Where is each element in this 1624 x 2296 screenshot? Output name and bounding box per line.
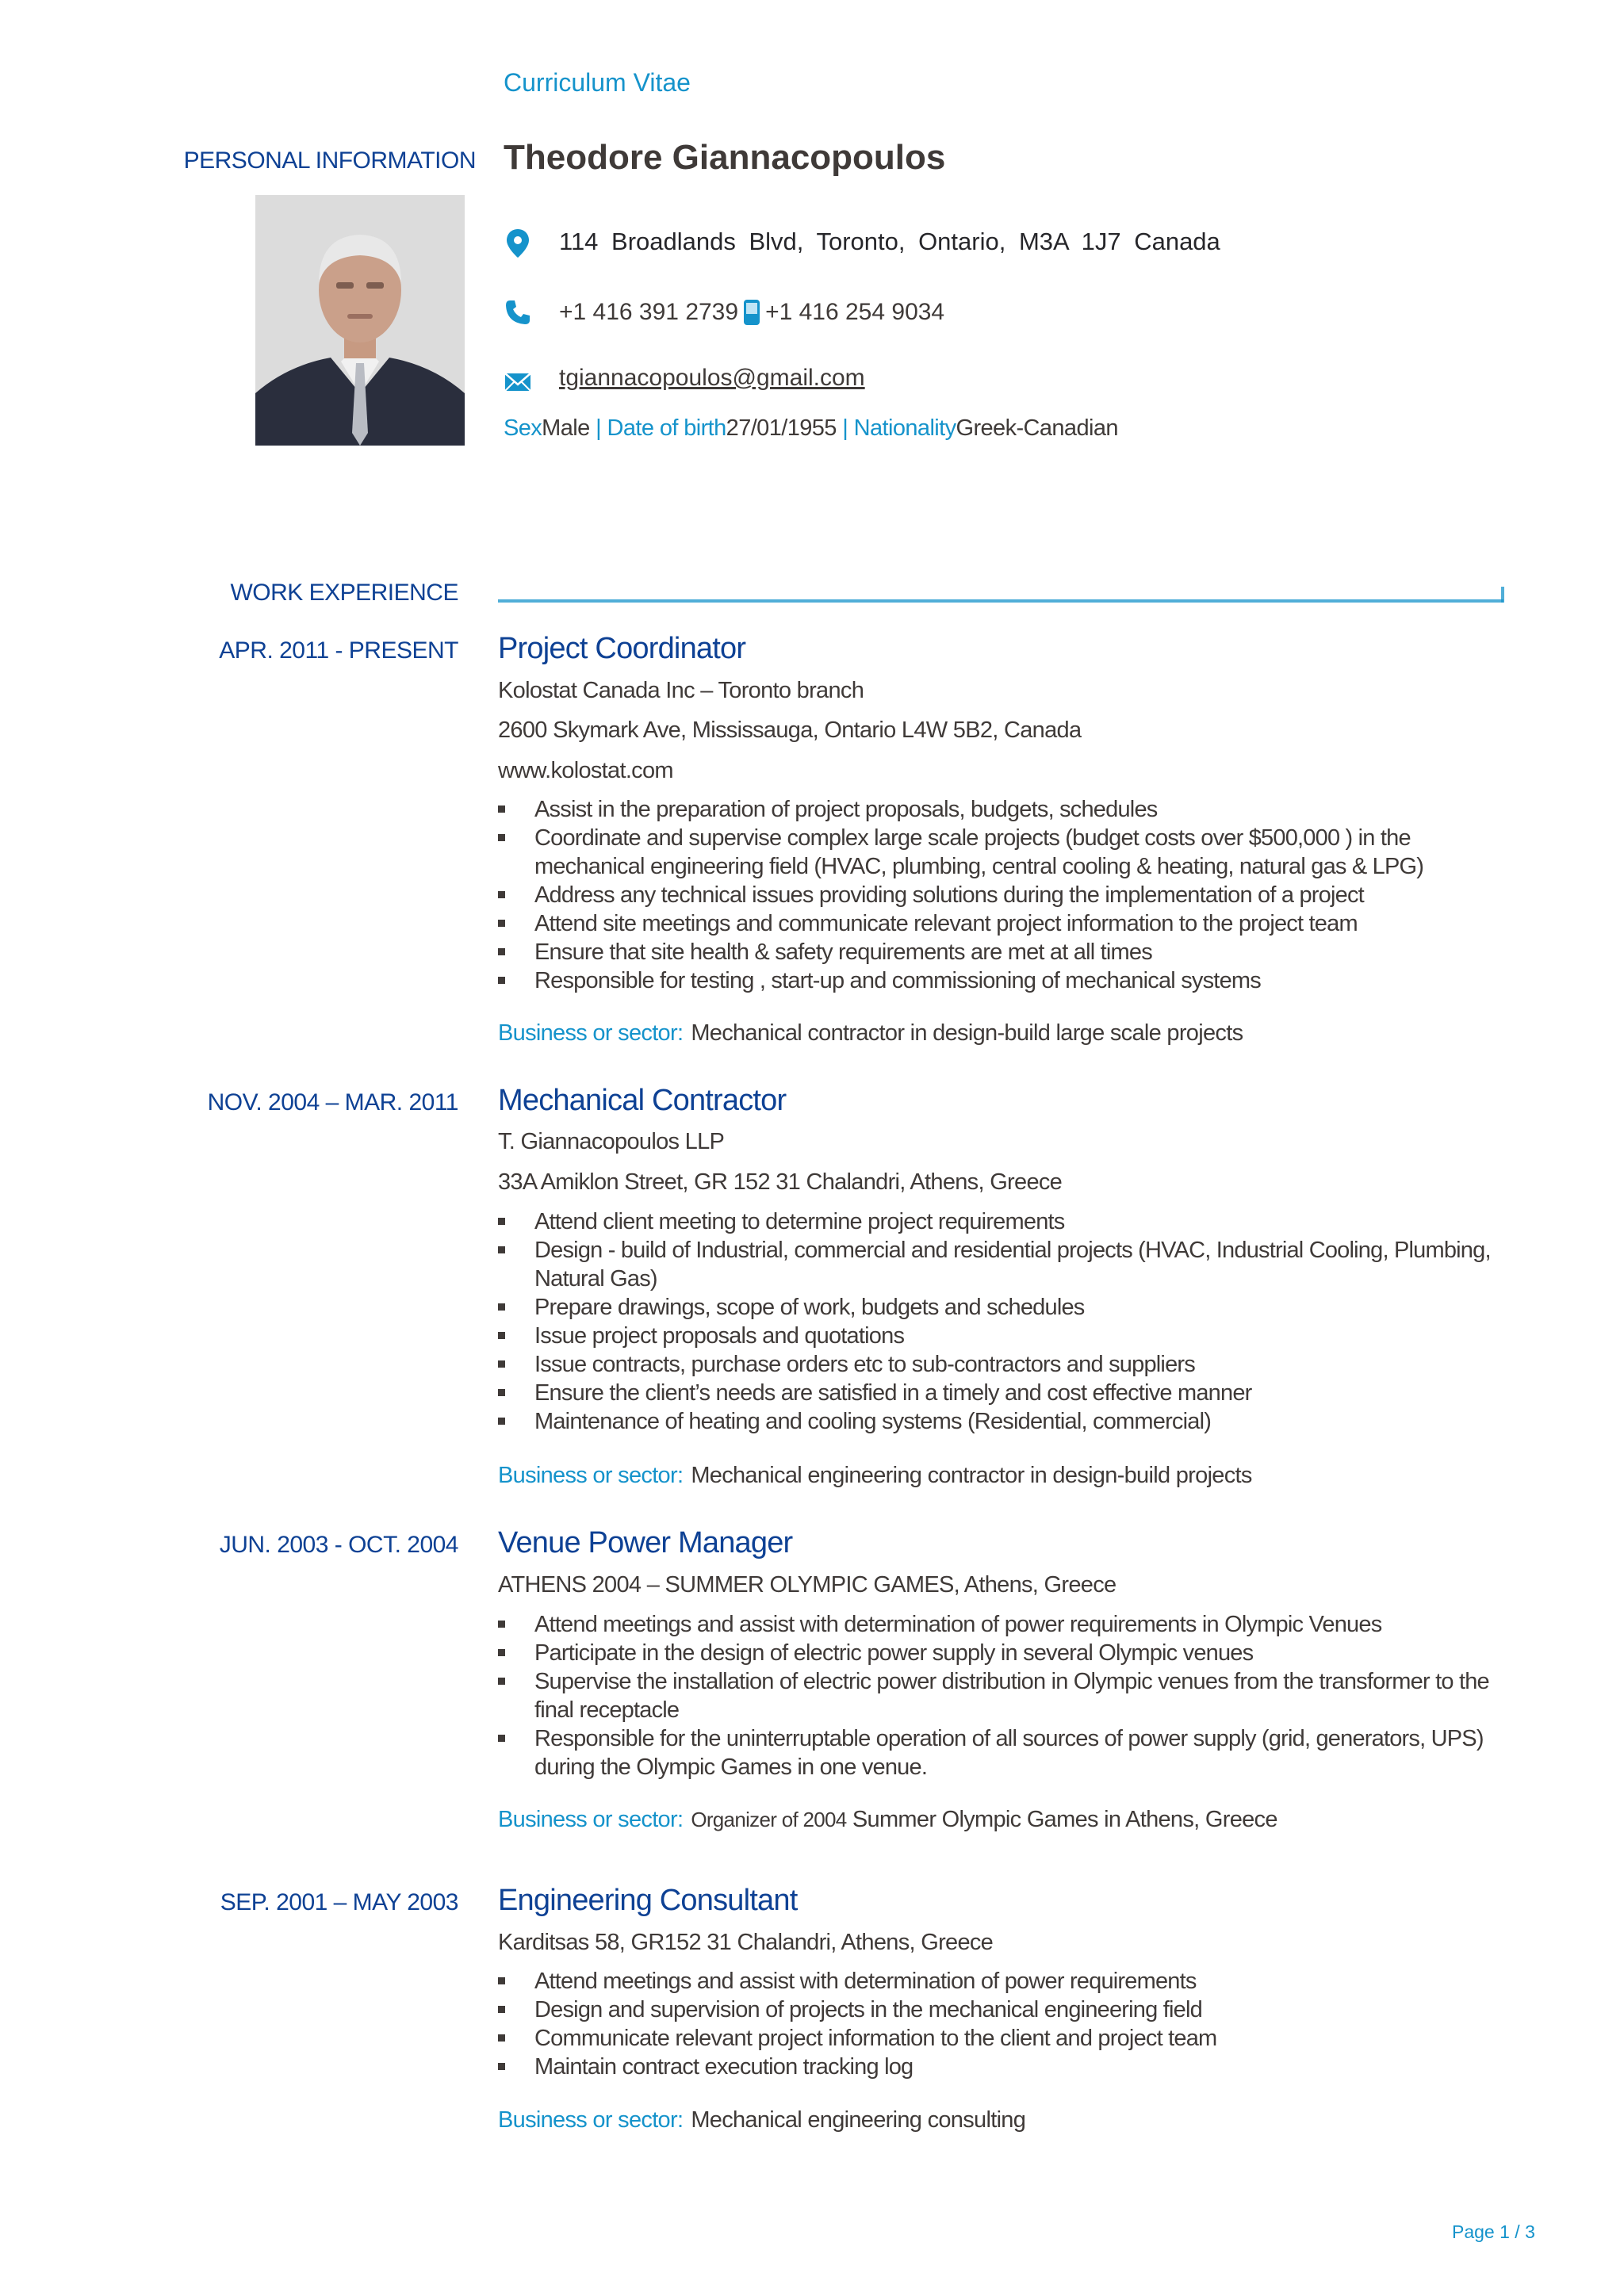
job-duties [498, 1207, 1505, 1436]
list-item: Responsible for testing , start-up and commissioning of mechanical systems [498, 966, 1505, 995]
business-sector [498, 2107, 1025, 2133]
employer-name: ATHENS 2004 – SUMMER OLYMPIC GAMES, Athens, Greece [498, 1572, 1116, 1598]
email-link[interactable]: tgiannacopoulos@gmail.com [559, 365, 865, 391]
sector-value: Mechanical contractor in design-build large scale projects [691, 1020, 1243, 1046]
sector-label: Business or sector: [498, 1463, 684, 1488]
list-item: Communicate relevant project information to the client and project team [498, 2024, 1505, 2053]
list-item: Supervise the installation of electric power distribution in Olympic venues from the transformer to the final receptacle [498, 1667, 1505, 1724]
sector-value: Mechanical engineering consulting [691, 2107, 1026, 2133]
employer-name: Karditsas 58, GR152 31 Chalandri, Athens, Greece [498, 1930, 994, 1955]
sector-value: Summer Olympic Games in Athens, Greece [852, 1807, 1277, 1832]
mobile-number[interactable]: +1 416 254 9034 [765, 299, 945, 325]
list-item: Issue project proposals and quotations [498, 1322, 1505, 1350]
list-item: Ensure that site health & safety requirements are met at all times [498, 938, 1505, 966]
person-name: Theodore Giannacopoulos [504, 138, 946, 177]
dob-value: 27/01/1955 [726, 415, 837, 441]
address-row [504, 228, 1220, 256]
job-dates: APR. 2011 - PRESENT [219, 637, 458, 664]
list-item: Address any technical issues providing solutions during the implementation of a project [498, 881, 1505, 909]
employer-website[interactable]: www.kolostat.com [498, 758, 673, 783]
job-title: Engineering Consultant [498, 1884, 798, 1917]
nationality-value: Greek-Canadian [956, 415, 1118, 441]
page-number: Page 1 / 3 [1452, 2221, 1535, 2242]
list-item: Ensure the client’s needs are satisfied in a timely and cost effective manner [498, 1379, 1505, 1407]
list-item: Maintain contract execution tracking log [498, 2053, 1505, 2081]
list-item: Design - build of Industrial, commercial and residential projects (HVAC, Industrial Cooling, Plumbing, Natural Gas) [498, 1236, 1505, 1293]
phone-icon [504, 298, 532, 327]
job-duties [498, 1610, 1505, 1781]
list-item: Assist in the preparation of project proposals, budgets, schedules [498, 795, 1505, 824]
job-duties [498, 795, 1505, 995]
work-experience-label: WORK EXPERIENCE [230, 580, 458, 606]
business-sector [498, 1463, 1252, 1489]
sector-label: Business or sector: [498, 1807, 684, 1832]
personal-meta-row [504, 415, 1118, 442]
employer-name: Kolostat Canada Inc – Toronto branch [498, 678, 864, 703]
section-divider [498, 599, 1503, 603]
list-item: Responsible for the uninterruptable operation of all sources of power supply (grid, generators, UPS) during the Olympic Games in one venue. [498, 1724, 1505, 1781]
email-row [504, 364, 865, 392]
list-item: Attend meetings and assist with determination of power requirements in Olympic Venues [498, 1610, 1505, 1639]
business-sector [498, 1020, 1243, 1047]
employer-address: 2600 Skymark Ave, Mississauga, Ontario L4W 5B2, Canada [498, 718, 1082, 743]
sector-label: Business or sector: [498, 1020, 684, 1046]
list-item: Prepare drawings, scope of work, budgets and schedules [498, 1293, 1505, 1322]
nationality-label: | Nationality [842, 415, 956, 441]
job-dates: JUN. 2003 - OCT. 2004 [219, 1532, 458, 1558]
envelope-icon [504, 364, 532, 392]
job-dates: SEP. 2001 – MAY 2003 [220, 1889, 458, 1915]
job-title: Project Coordinator [498, 632, 746, 665]
list-item: Issue contracts, purchase orders etc to sub-contractors and suppliers [498, 1350, 1505, 1379]
address-text: 114 Broadlands Blvd, Toronto, Ontario, M3A 1J7 Canada [559, 228, 1220, 255]
personal-info-label: PERSONAL INFORMATION [183, 147, 476, 174]
cv-title: Curriculum Vitae [504, 68, 691, 97]
sector-value: Mechanical engineering contractor in design-build projects [691, 1463, 1252, 1488]
mobile-phone-icon [741, 298, 762, 327]
dob-label: | Date of birth [596, 415, 726, 441]
job-title: Venue Power Manager [498, 1526, 793, 1559]
job-title: Mechanical Contractor [498, 1084, 787, 1117]
employer-name: T. Giannacopoulos LLP [498, 1129, 725, 1154]
job-dates: NOV. 2004 – MAR. 2011 [207, 1089, 458, 1115]
phone-row [504, 298, 944, 327]
sector-label: Business or sector: [498, 2107, 684, 2133]
list-item: Attend client meeting to determine project requirements [498, 1207, 1505, 1236]
job-duties [498, 1967, 1505, 2081]
list-item: Attend meetings and assist with determination of power requirements [498, 1967, 1505, 1996]
list-item: Coordinate and supervise complex large scale projects (budget costs over $500,000 ) in the mechanical engineering field (HVAC, plumbing, central cooling & heating, natural gas & LPG) [498, 824, 1505, 881]
profile-photo [255, 195, 465, 446]
employer-address: 33A Amiklon Street, GR 152 31 Chalandri, Athens, Greece [498, 1169, 1063, 1195]
sex-label: Sex [504, 415, 542, 441]
phone-number[interactable]: +1 416 391 2739 [559, 299, 739, 325]
business-sector [498, 1807, 1277, 1833]
section-divider-end [1501, 587, 1504, 603]
list-item: Attend site meetings and communicate relevant project information to the project team [498, 909, 1505, 938]
list-item: Participate in the design of electric power supply in several Olympic venues [498, 1639, 1505, 1667]
sector-value-prefix: Organizer of 2004 [691, 1808, 847, 1831]
location-pin-icon [504, 228, 532, 256]
list-item: Design and supervision of projects in the mechanical engineering field [498, 1996, 1505, 2024]
list-item: Maintenance of heating and cooling systems (Residential, commercial) [498, 1407, 1505, 1436]
sex-value: Male [542, 415, 590, 441]
